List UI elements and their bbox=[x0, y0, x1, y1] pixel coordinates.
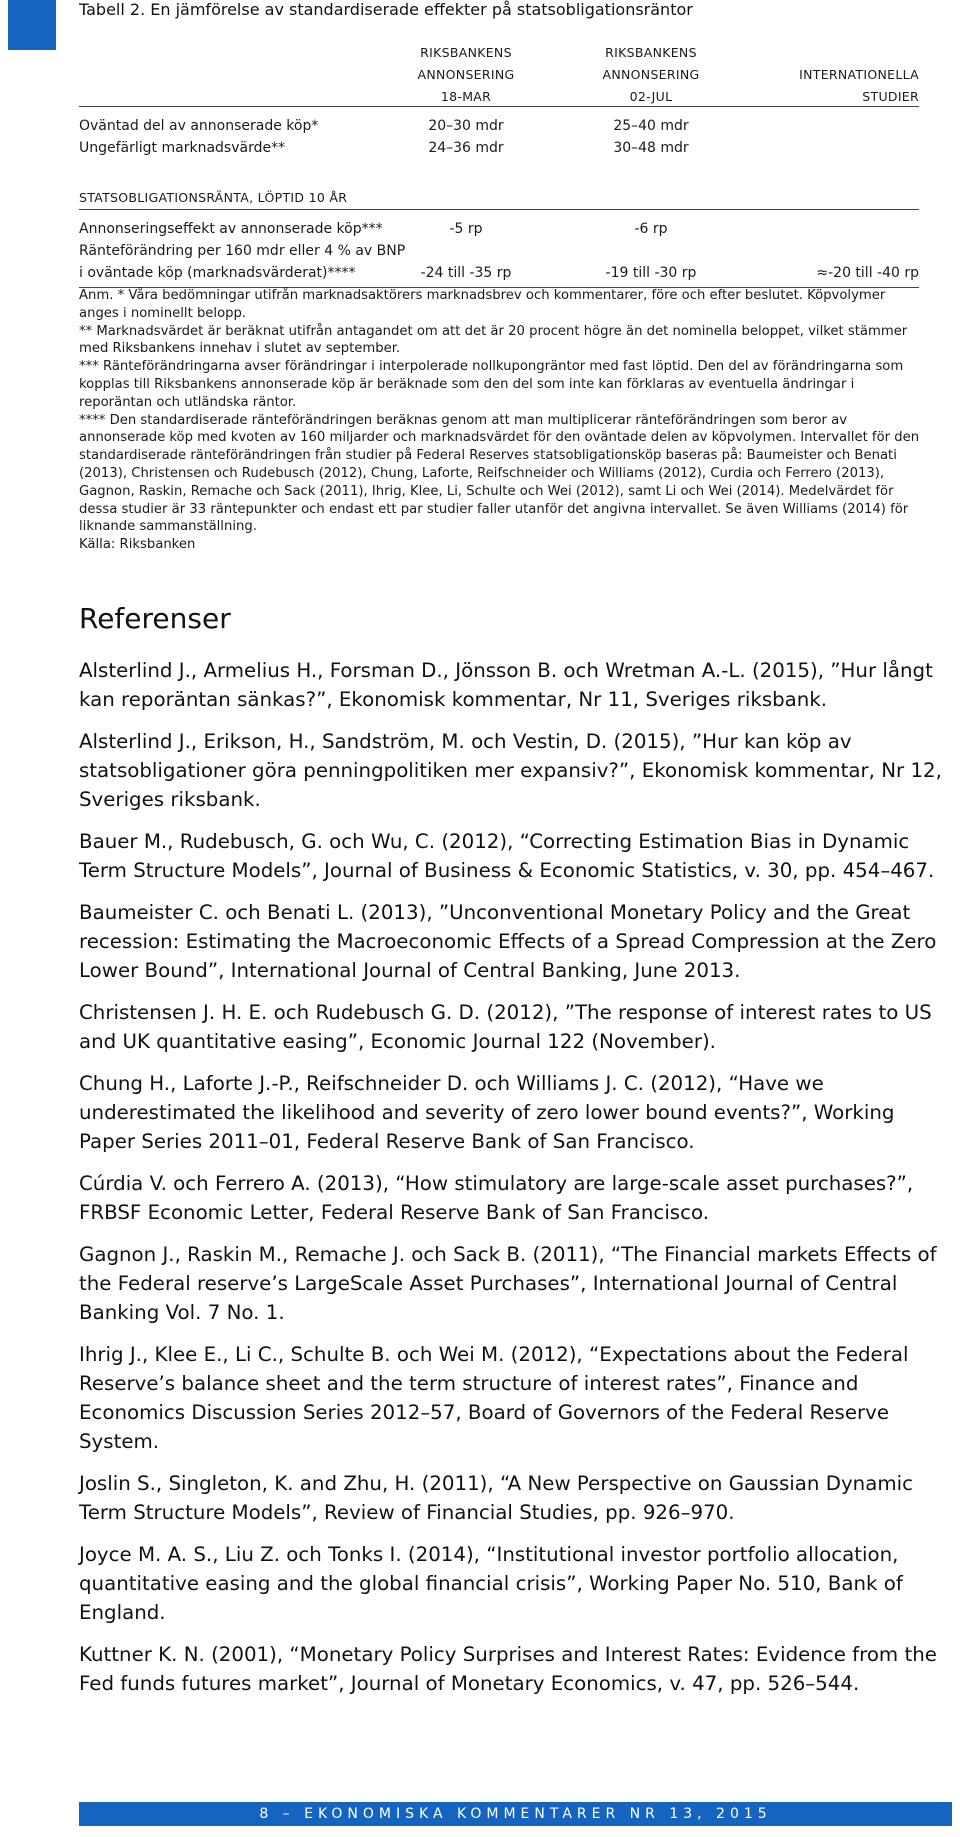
row-label: Ränteförändring per 160 mdr eller 4 % av BNP bbox=[79, 243, 406, 259]
page-footer: 8 – EKONOMISKA KOMMENTARER NR 13, 2015 bbox=[79, 1802, 952, 1826]
reference-item: Alsterlind J., Armelius H., Forsman D., Jönsson B. och Wretman A.-L. (2015), ”Hur långt kan reporäntan sänkas?”, Ekonomisk kommentar, Nr 11, Sveriges riksbank. bbox=[79, 659, 933, 711]
cell-value: -24 till -35 rp bbox=[420, 265, 512, 281]
table-row bbox=[79, 262, 919, 288]
cell-value: -5 rp bbox=[449, 221, 483, 237]
reference-item: Alsterlind J., Erikson, H., Sandström, M. och Vestin, D. (2015), ”Hur kan köp av statsobligationer göra penningpolitiken mer expansiv?”, Ekonomisk kommentar, Nr 12, Sveriges riksbank. bbox=[79, 730, 942, 811]
reference-item: Joslin S., Singleton, K. and Zhu, H. (2011), “A New Perspective on Gaussian Dynamic Term Structure Models”, Review of Financial Studies, pp. 926–970. bbox=[79, 1472, 913, 1524]
note-paragraph: Anm. * Våra bedömningar utifrån marknadsaktörers marknadsbrev och kommentarer, före och efter beslutet. Köpvolymer anges i nominellt belopp. bbox=[79, 288, 886, 321]
source-note: Källa: Riksbanken bbox=[79, 537, 196, 553]
column-header-international-studies: INTERNATIONELLA STUDIER bbox=[799, 67, 919, 104]
comparison-table bbox=[79, 42, 919, 288]
reference-item: Bauer M., Rudebusch, G. och Wu, C. (2012), “Correcting Estimation Bias in Dynamic Term Structure Models”, Journal of Business & Economic Statistics, v. 30, pp. 454–467. bbox=[79, 830, 935, 882]
cell-value: 24–36 mdr bbox=[428, 140, 504, 156]
row-label: Oväntad del av annonserade köp* bbox=[79, 118, 319, 134]
row-label: Annonseringseffekt av annonserade köp*** bbox=[79, 221, 383, 237]
reference-item: Christensen J. H. E. och Rudebusch G. D. (2012), ”The response of interest rates to US and UK quantitative easing”, Economic Journal 122 (November). bbox=[79, 1001, 932, 1053]
column-header-riksbank-march: RIKSBANKENS ANNONSERING 18-MAR bbox=[417, 45, 515, 104]
reference-item: Joyce M. A. S., Liu Z. och Tonks I. (2014), “Institutional investor portfolio allocation, quantitative easing and the global financial crisis”, Working Paper No. 510, Bank of England. bbox=[79, 1543, 903, 1624]
section-heading: STATSOBLIGATIONSRÄNTA, LÖPTID 10 ÅR bbox=[79, 187, 919, 210]
note-paragraph: ** Marknadsvärdet är beräknat utifrån antagandet om att det är 20 procent högre än det nominella beloppet, vilket stämmer med Riksbankens innehav i slutet av september. bbox=[79, 323, 908, 357]
cell-value: 25–40 mdr bbox=[613, 118, 689, 134]
note-paragraph: **** Den standardiserade ränteförändringen beräknas genom att man multiplicerar ränteförändringen som beror av annonserade köp med kvoten av 160 miljarder och marknadsvärdet för den oväntade delen av köpvolymen. Intervallet för den standardiserade ränteförändringen från studier på Federal Reserves statsobligationsköp baseras på: Baumeister och Benati (2013), Christensen och Rudebusch (2012), Chung, Laforte, Reifschneider och Williams (2012), Curdia och Ferrero (2013), Gagnon, Raskin, Remache och Sack (2011), Ihrig, Klee, Li, Schulte och Wei (2012), samt Li och Wei (2014). Medelvärdet för dessa studier är 33 räntepunkter och endast ett par studier faller utanför det angivna intervallet. Se även Williams (2014) för liknande sammanställning. bbox=[79, 412, 920, 535]
reference-item: Kuttner K. N. (2001), “Monetary Policy Surprises and Interest Rates: Evidence from the Fed funds futures market”, Journal of Monetary Economics, v. 47, pp. 526–544. bbox=[79, 1643, 937, 1695]
row-label: Ungefärligt marknadsvärde** bbox=[79, 140, 286, 156]
column-header-riksbank-july: RIKSBANKENS ANNONSERING 02-JUL bbox=[602, 45, 700, 104]
references-heading: Referenser bbox=[79, 602, 231, 635]
corner-accent-block bbox=[8, 0, 56, 50]
note-paragraph: *** Ränteförändringarna avser förändringar i interpolerade nollkupongräntor med fast löptid. Den del av förändringarna som kopplas till Riksbankens annonserade köp är beräknade som den del som inte kan förklaras av eventuella ändringar i reporäntan och utländska räntor. bbox=[79, 359, 904, 410]
reference-item: Gagnon J., Raskin M., Remache J. och Sack B. (2011), “The Financial markets Effects of the Federal reserve’s LargeScale Asset Purchases”, International Journal of Central Banking Vol. 7 No. 1. bbox=[79, 1243, 937, 1324]
table-notes bbox=[79, 287, 921, 554]
cell-value: ≈-20 till -40 rp bbox=[816, 265, 919, 281]
cell-value: 30–48 mdr bbox=[613, 140, 689, 156]
cell-value: -19 till -30 rp bbox=[605, 265, 697, 281]
cell-value: 20–30 mdr bbox=[428, 118, 504, 134]
cell-value: -6 rp bbox=[634, 221, 668, 237]
table-column-headers bbox=[79, 42, 919, 107]
reference-item: Baumeister C. och Benati L. (2013), ”Unconventional Monetary Policy and the Great recession: Estimating the Macroeconomic Effects of a Spread Compression at the Zero Lower Bound”, International Journal of Central Banking, June 2013. bbox=[79, 901, 937, 982]
reference-item: Cúrdia V. och Ferrero A. (2013), “How stimulatory are large-scale asset purchases?”, FRBSF Economic Letter, Federal Reserve Bank of San Francisco. bbox=[79, 1172, 914, 1224]
table-row bbox=[79, 218, 919, 240]
reference-item: Ihrig J., Klee E., Li C., Schulte B. och Wei M. (2012), “Expectations about the Federal Reserve’s balance sheet and the term structure of interest rates”, Finance and Economics Discussion Series 2012–57, Board of Governors of the Federal Reserve System. bbox=[79, 1343, 909, 1453]
reference-item: Chung H., Laforte J.-P., Reifschneider D. och Williams J. C. (2012), “Have we underestimated the likelihood and severity of zero lower bound events?”, Working Paper Series 2011–01, Federal Reserve Bank of San Francisco. bbox=[79, 1072, 895, 1153]
table-row bbox=[79, 115, 919, 137]
references-list bbox=[79, 656, 949, 1711]
table-row bbox=[79, 240, 919, 262]
row-label: i oväntade köp (marknadsvärderat)**** bbox=[79, 265, 356, 281]
table-title: Tabell 2. En jämförelse av standardiserade effekter på statsobligationsräntor bbox=[79, 0, 693, 19]
table-row bbox=[79, 137, 919, 159]
